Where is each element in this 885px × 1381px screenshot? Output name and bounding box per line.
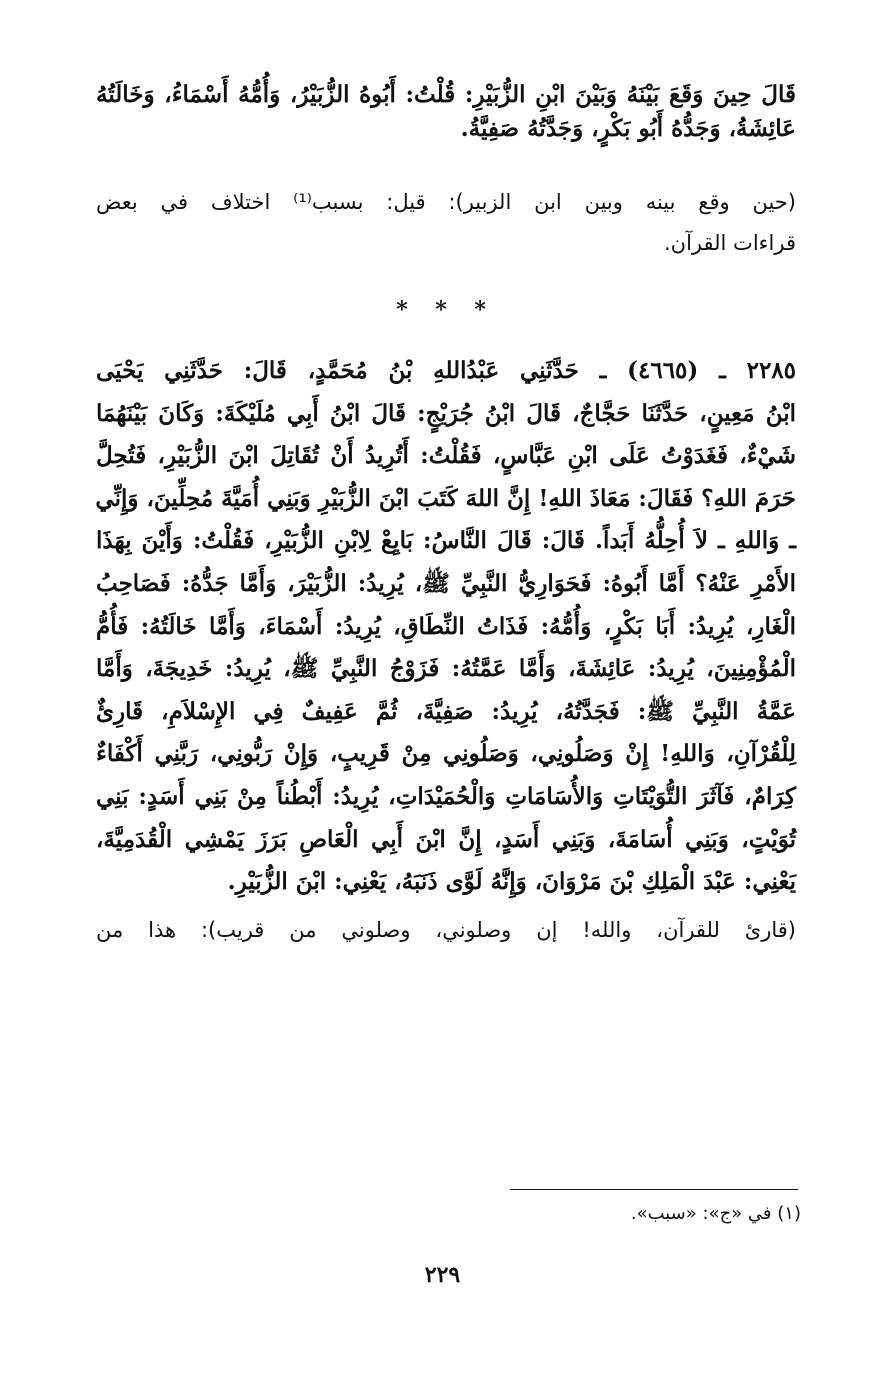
text-line: قَالَ حِينَ وَقَعَ بَيْنَهُ وَبَيْنَ ابْنِ الزُّبَيْرِ: قُلْتُ: أَبُوهُ الزُّبَيْرُ، وَأُمُّهُ أَسْمَاءُ، وَخَالَتُهُ xyxy=(96,81,796,108)
text-line: ٢٢٨٥ ـ (٤٦٦٥) ـ حَدَّثَنِي عَبْدُاللهِ بْنُ مُحَمَّدٍ، قَالَ: حَدَّثَنِي يَحْيَى xyxy=(96,357,797,384)
text-line: يَعْنِي: عَبْدَ الْمَلِكِ بْنَ مَرْوَانَ، وَإِنَّهُ لَوَّى ذَنَبَهُ، يَعْنِي: ابْنَ الزُّبَيْرِ. xyxy=(227,868,796,896)
hadith-paragraph xyxy=(96,350,796,904)
text-line: عَمَّةُ النَّبِيِّ ﷺ: فَجَدَّتُهُ، يُرِيدُ: صَفِيَّةَ، ثُمَّ عَفِيفٌ فِي الإِسْلاَمِ، قَارِئٌ xyxy=(96,697,796,725)
text-line: تُوَيْتٍ، وَبَنِي أُسَامَةَ، وَبَنِي أَسَدٍ، إِنَّ ابْنَ أَبِي الْعَاصِ بَرَزَ يَمْشِي الْقُدَمِيَّةَ، xyxy=(96,825,796,853)
text-line: شَيْءٌ، فَغَدَوْتُ عَلَى ابْنِ عَبَّاسٍ، فَقُلْتُ: أَتُرِيدُ أَنْ تُقَاتِلَ ابْنَ الزُّبَيْرِ، فَتُحِلَّ xyxy=(96,442,796,470)
page-body xyxy=(96,78,796,951)
text-line: حَرَمَ اللهِ؟ فَقَالَ: مَعَاذَ اللهِ! إِنَّ اللهَ كَتَبَ ابْنَ الزُّبَيْرِ وَبَنِي أُمَيَّةَ مُحِلِّينَ، وَإِنِّي xyxy=(95,484,796,512)
text-line: قراءات القرآن. xyxy=(664,231,796,255)
text-line: ابْنُ مَعِينٍ، حَدَّثَنَا حَجَّاجٌ، قَالَ ابْنُ جُرَيْجٍ: قَالَ ابْنُ أَبِي مُلَيْكَةَ: وَكَانَ بَيْنَهُمَا xyxy=(96,399,796,427)
commentary-paragraph xyxy=(96,182,796,264)
text-line: عَائِشَةُ، وَجَدُّهُ أَبُو بَكْرٍ، وَجَدَّتُهُ صَفِيَّةُ. xyxy=(460,115,796,142)
footnote: (١) في «ج»: «سبب». xyxy=(630,1203,801,1224)
commentary-paragraph xyxy=(96,910,796,951)
text-line: لِلْقُرْآنِ، وَاللهِ! إِنْ وَصَلُونِي، وَصَلُونِي مِنْ قَرِيبٍ، وَإِنْ رَبُّونِي، رَبَّنِي أَكْفَاءٌ xyxy=(96,740,796,768)
section-separator: * * * xyxy=(396,297,496,323)
page-number: ٢٢٩ xyxy=(424,1262,461,1288)
footnote-divider xyxy=(510,1189,798,1190)
text-line: الأَمْرِ عَنْهُ؟ أَمَّا أَبُوهُ: فَحَوَارِيُّ النَّبِيِّ ﷺ، يُرِيدُ: الزُّبَيْرَ، وَأَمَّا جَدُّهُ: فَصَاحِبُ xyxy=(96,569,796,597)
text-line: (قارئ للقرآن، والله! إن وصلوني، وصلوني من قريب): هذا من xyxy=(96,917,796,942)
text-line: ـ وَاللهِ ـ لاَ أُحِلُّهُ أَبَداً. قَالَ: قَالَ النَّاسُ: بَايِعْ لِابْنِ الزُّبَيْرِ، فَقُلْتُ: وَأَيْنَ بِهَذَا xyxy=(96,527,796,555)
hadith-continuation xyxy=(96,78,796,182)
text-line: الْمُؤْمِنِينَ، يُرِيدُ: عَائِشَةَ، وَأَمَّا عَمَّتُهُ: فَزَوْجُ النَّبِيِّ ﷺ، يُرِيدُ: خَدِيجَةَ، وَأَمَّا xyxy=(96,655,796,683)
text-line: كِرَامٌ، فَآثَرَ التُّوَيْتَاتِ وَالأُسَامَاتِ وَالْحُمَيْدَاتِ، يُرِيدُ: أَبْطُناً مِنْ بَنِي أَسَدٍ: بَنِي xyxy=(96,782,796,810)
text-line: الْغَارِ، يُرِيدُ: أَبَا بَكْرٍ، وَأُمُّهُ: فَذَاتُ النِّطَاقِ، يُرِيدُ: أَسْمَاءَ، وَأَمَّا خَالَتُهُ: فَأُمُّ xyxy=(96,612,796,640)
text-line: (حين وقع بينه وبين ابن الزبير): قيل: بسبب⁽¹⁾ اختلاف في بعض xyxy=(96,190,796,214)
